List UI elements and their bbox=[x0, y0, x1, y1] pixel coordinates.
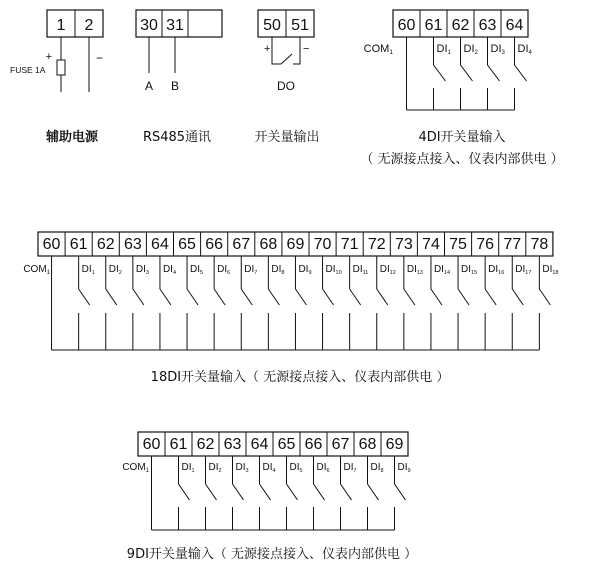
di9-terminal-65: 65 bbox=[277, 436, 296, 453]
di9-contact bbox=[260, 484, 271, 500]
di18-input-label: $DI_{17}$ bbox=[515, 264, 532, 276]
do-caption: 开关量输出 bbox=[254, 130, 320, 145]
di9-contact bbox=[206, 484, 217, 500]
di9-contact bbox=[179, 484, 190, 500]
di18-terminal-78: 78 bbox=[530, 236, 549, 253]
do-terminal-50: 50 bbox=[263, 17, 281, 34]
do-block bbox=[254, 10, 319, 145]
di9-terminal-67: 67 bbox=[331, 436, 350, 453]
di4-caption-line1: 4DI开关量输入 bbox=[418, 130, 506, 145]
di9-input-label: $DI_8$ bbox=[370, 462, 384, 474]
aux-minus-sign: − bbox=[96, 51, 104, 65]
di18-contact bbox=[539, 289, 550, 305]
di9-terminal-69: 69 bbox=[385, 436, 404, 453]
di4-caption-line2: （ 无源接点接入、仪表内部供电 ） bbox=[360, 152, 564, 167]
di9-contact bbox=[314, 484, 325, 500]
di9-terminal-62: 62 bbox=[196, 436, 215, 453]
di18-input-label: $DI_6$ bbox=[217, 264, 231, 276]
aux-terminal-1: 1 bbox=[56, 17, 66, 34]
di18-input-label: $DI_4$ bbox=[162, 264, 177, 276]
di18-contact bbox=[268, 289, 279, 305]
rs485-terminal-31: 31 bbox=[166, 17, 184, 34]
di18-terminal-68: 68 bbox=[259, 236, 278, 253]
di9-contact bbox=[287, 484, 298, 500]
fuse-label: FUSE 1A bbox=[10, 65, 46, 75]
di18-terminal-73: 73 bbox=[394, 236, 413, 253]
di4-com-label: COM1 bbox=[363, 43, 393, 56]
rs485-label-a: A bbox=[144, 79, 154, 93]
di18-terminal-62: 62 bbox=[96, 236, 115, 253]
di9-input-label: $DI_4$ bbox=[262, 462, 276, 474]
di9-input-label: $DI_5$ bbox=[289, 462, 303, 474]
di18-terminal-67: 67 bbox=[232, 236, 251, 253]
di4-contact bbox=[434, 65, 446, 81]
do-plus-sign: + bbox=[264, 43, 271, 55]
di18-terminal-76: 76 bbox=[476, 236, 495, 253]
di18-contact bbox=[431, 289, 442, 305]
di9-block bbox=[122, 432, 410, 530]
di18-terminal-75: 75 bbox=[449, 236, 467, 253]
di4-contact bbox=[461, 65, 473, 81]
di18-terminal-65: 65 bbox=[178, 236, 196, 253]
di18-contact bbox=[133, 289, 144, 305]
di18-block bbox=[23, 232, 558, 350]
di18-contact bbox=[295, 289, 306, 305]
di18-terminal-74: 74 bbox=[422, 236, 440, 253]
di4-input-label: DI3 bbox=[490, 43, 505, 56]
di18-input-label: $DI_{14}$ bbox=[433, 264, 451, 276]
di9-contact bbox=[395, 484, 406, 500]
di18-input-label: $DI_{12}$ bbox=[379, 264, 396, 276]
di18-terminal-64: 64 bbox=[151, 236, 169, 253]
di4-input-label: DI2 bbox=[463, 43, 478, 56]
di4-terminal-63: 63 bbox=[478, 17, 497, 34]
di4-terminal-60: 60 bbox=[397, 17, 416, 34]
do-minus-sign: − bbox=[303, 43, 310, 55]
di4-input-label: DI4 bbox=[517, 43, 532, 56]
di18-input-label: $DI_3$ bbox=[135, 264, 149, 276]
di9-contact bbox=[233, 484, 244, 500]
di9-com-label: $COM_1$ bbox=[122, 462, 149, 474]
rs485-block bbox=[136, 10, 222, 145]
di18-contact bbox=[458, 289, 469, 305]
di18-terminal-61: 61 bbox=[69, 236, 88, 253]
di4-terminal-62: 62 bbox=[451, 17, 470, 34]
di9-input-label: $DI_1$ bbox=[181, 462, 195, 474]
di9-input-label: $DI_6$ bbox=[316, 462, 330, 474]
di9-terminal-64: 64 bbox=[250, 436, 269, 453]
do-contact bbox=[281, 54, 292, 64]
rs485-label-b: B bbox=[170, 79, 180, 93]
di9-terminal-66: 66 bbox=[304, 436, 323, 453]
di18-caption: 18DI开关量输入（ 无源接点接入、仪表内部供电 ） bbox=[150, 370, 450, 385]
aux-power-block bbox=[10, 10, 103, 145]
aux-terminal-2: 2 bbox=[84, 17, 94, 34]
di18-contact bbox=[404, 289, 415, 305]
rs485-terminal-30: 30 bbox=[140, 17, 158, 34]
aux-plus-sign: + bbox=[45, 51, 52, 63]
di18-input-label: $DI_{13}$ bbox=[406, 264, 423, 276]
di9-terminal-63: 63 bbox=[223, 436, 242, 453]
di4-contact bbox=[488, 65, 500, 81]
di18-contact bbox=[350, 289, 361, 305]
do-label: DO bbox=[277, 79, 295, 93]
di18-contact bbox=[377, 289, 388, 305]
di18-input-label: $DI_2$ bbox=[108, 264, 122, 276]
di9-contact bbox=[341, 484, 352, 500]
di18-terminal-70: 70 bbox=[313, 236, 332, 253]
di4-contact bbox=[515, 65, 527, 81]
di18-contact bbox=[323, 289, 334, 305]
di18-terminal-63: 63 bbox=[123, 236, 142, 253]
di4-terminal-61: 61 bbox=[424, 17, 443, 34]
di18-terminal-71: 71 bbox=[340, 236, 359, 253]
di18-terminal-60: 60 bbox=[42, 236, 61, 253]
di18-input-label: $DI_{15}$ bbox=[461, 264, 478, 276]
di4-block bbox=[364, 10, 533, 110]
di9-terminal-60: 60 bbox=[142, 436, 161, 453]
di18-terminal-69: 69 bbox=[286, 236, 305, 253]
di18-contact bbox=[187, 289, 198, 305]
di18-contact bbox=[106, 289, 117, 305]
di9-input-label: $DI_3$ bbox=[235, 462, 249, 474]
di18-input-label: $DI_{18}$ bbox=[542, 264, 559, 276]
di18-input-label: $DI_8$ bbox=[271, 264, 285, 276]
di18-com-label: $COM_1$ bbox=[23, 264, 50, 276]
di18-contact bbox=[241, 289, 252, 305]
di18-input-label: $DI_9$ bbox=[298, 264, 312, 276]
di18-contact bbox=[79, 289, 90, 305]
di4-input-label: DI1 bbox=[436, 43, 451, 56]
di18-input-label: $DI_1$ bbox=[81, 264, 95, 276]
di9-terminal-68: 68 bbox=[358, 436, 377, 453]
di18-input-label: $DI_5$ bbox=[190, 264, 204, 276]
di9-caption: 9DI开关量输入（ 无源接点接入、仪表内部供电 ） bbox=[126, 547, 418, 562]
aux-power-caption: 辅助电源 bbox=[45, 130, 99, 145]
di9-input-label: $DI_7$ bbox=[343, 462, 357, 474]
di18-terminal-66: 66 bbox=[205, 236, 224, 253]
di18-contact bbox=[160, 289, 171, 305]
do-terminal-51: 51 bbox=[291, 17, 309, 34]
di18-contact bbox=[214, 289, 225, 305]
di18-contact bbox=[485, 289, 496, 305]
di18-terminal-77: 77 bbox=[503, 236, 522, 253]
rs485-caption: RS485通讯 bbox=[142, 130, 212, 145]
di18-input-label: $DI_{11}$ bbox=[352, 264, 369, 276]
di18-input-label: $DI_{10}$ bbox=[325, 264, 342, 276]
di18-terminal-72: 72 bbox=[367, 236, 386, 253]
di9-contact bbox=[368, 484, 379, 500]
fuse-symbol bbox=[57, 60, 65, 75]
di18-contact bbox=[512, 289, 523, 305]
di4-terminal-64: 64 bbox=[505, 17, 524, 34]
di9-terminal-61: 61 bbox=[169, 436, 188, 453]
di9-input-label: $DI_9$ bbox=[397, 462, 411, 474]
di9-input-label: $DI_2$ bbox=[208, 462, 222, 474]
di18-input-label: $DI_{16}$ bbox=[488, 264, 505, 276]
di18-input-label: $DI_7$ bbox=[244, 264, 258, 276]
